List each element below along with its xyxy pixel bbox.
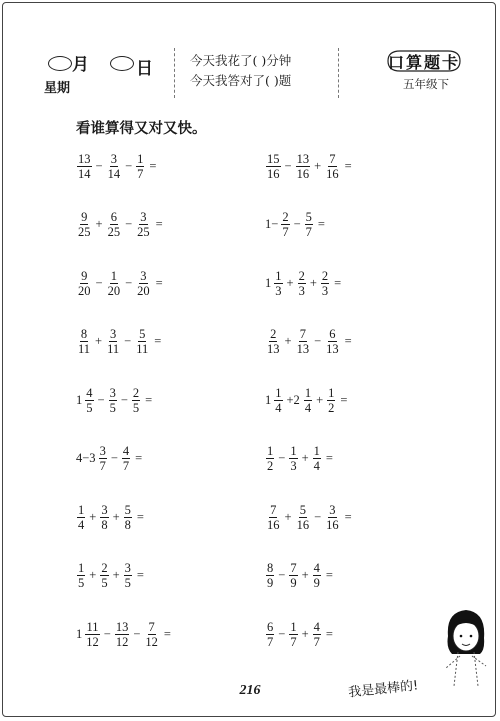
operator: +: [301, 451, 309, 465]
fraction: [327, 386, 335, 415]
page-number: 216: [239, 683, 261, 698]
problem-expression: [76, 324, 164, 360]
operator: +: [301, 568, 309, 582]
fraction: [144, 620, 159, 649]
equals-sign: =: [149, 158, 157, 173]
fraction-numerator: 11: [86, 619, 99, 634]
fraction-denominator: 5: [86, 400, 93, 415]
fraction: [77, 269, 92, 298]
fraction-denominator: 13: [267, 342, 280, 356]
fraction-numerator: 4: [86, 385, 93, 400]
operator: −: [103, 626, 111, 641]
fraction-denominator: 7: [137, 166, 144, 181]
fraction-numerator: 3: [101, 502, 108, 517]
fraction-denominator: 25: [107, 225, 121, 239]
fraction-numerator: 7: [299, 327, 306, 341]
fraction-denominator: 5: [124, 576, 131, 590]
fraction: [124, 503, 132, 532]
slogan-text: 我是最棒的!: [347, 678, 420, 701]
fraction-denominator: 16: [326, 166, 339, 181]
fraction-denominator: 25: [137, 225, 150, 239]
operator: −: [278, 451, 286, 465]
equals-sign: =: [317, 217, 325, 231]
fraction: [106, 327, 120, 356]
problem-expression: [265, 148, 355, 184]
fraction-denominator: 13: [296, 342, 310, 356]
fraction-denominator: 7: [122, 459, 130, 473]
fraction-denominator: 25: [78, 225, 91, 239]
fraction: [77, 561, 85, 590]
fraction-numerator: 6: [267, 619, 274, 634]
equals-sign: =: [154, 334, 162, 348]
operator: −: [120, 392, 128, 407]
problem-expression: [76, 382, 155, 418]
fraction-denominator: 4: [275, 400, 282, 415]
fraction: [266, 561, 274, 590]
fraction: [281, 210, 289, 239]
fraction-numerator: 1: [267, 444, 274, 458]
fraction: [266, 444, 274, 473]
problem-expression: [265, 558, 336, 594]
fraction-numerator: 5: [305, 210, 312, 224]
fraction: [313, 444, 321, 473]
fraction-numerator: 9: [81, 210, 88, 224]
fraction: [266, 503, 281, 532]
operator: −: [97, 392, 105, 407]
fraction-numerator: 2: [132, 385, 140, 400]
operator: +: [316, 392, 324, 407]
operator: −: [124, 334, 132, 348]
fraction-denominator: 9: [267, 576, 274, 590]
fraction-numerator: 1: [110, 268, 117, 283]
fraction-numerator: 15: [267, 151, 280, 166]
fraction-denominator: 16: [296, 166, 310, 181]
fraction-numerator: 2: [298, 268, 305, 283]
fraction: [313, 620, 321, 649]
problem-expression: [265, 616, 336, 652]
fraction-numerator: 9: [81, 268, 88, 283]
fraction-denominator: 4: [78, 517, 85, 532]
fraction-denominator: 20: [137, 283, 150, 298]
fraction-numerator: 13: [296, 151, 310, 166]
fraction-numerator: 1: [78, 502, 85, 517]
fraction-numerator: 4: [122, 444, 130, 458]
problem-expression: [265, 207, 328, 243]
operator: −: [278, 568, 286, 582]
integer-part: 1−: [265, 217, 279, 231]
fraction-numerator: 3: [99, 444, 106, 458]
fraction: [136, 210, 151, 239]
fraction: [100, 503, 108, 532]
problem-expression: [76, 148, 159, 184]
problem-expression: [265, 499, 355, 535]
operator: −: [293, 217, 301, 231]
fraction-denominator: 4: [313, 459, 320, 473]
operator: −: [133, 626, 141, 641]
equals-sign: =: [145, 392, 153, 407]
problem-expression: [265, 265, 344, 301]
operator: +: [284, 334, 292, 348]
operator: −: [278, 626, 286, 641]
fraction-denominator: 7: [282, 225, 289, 239]
fraction: [136, 152, 144, 181]
fraction-numerator: 2: [321, 268, 329, 283]
fraction-denominator: 16: [296, 517, 310, 532]
operator: −: [95, 158, 103, 173]
fraction-numerator: 7: [329, 151, 336, 166]
fraction: [107, 269, 122, 298]
fraction-numerator: 1: [275, 385, 282, 400]
operator: +: [286, 275, 294, 290]
fraction-denominator: 2: [328, 400, 335, 415]
fraction-denominator: 5: [101, 576, 108, 590]
header-divider-right: [338, 48, 339, 98]
fraction-numerator: 8: [267, 561, 274, 575]
fraction: [136, 269, 151, 298]
fraction: [135, 327, 149, 356]
fraction-numerator: 6: [329, 327, 336, 341]
problem-expression: [76, 265, 166, 301]
fraction: [289, 620, 297, 649]
fraction-numerator: 3: [124, 561, 131, 575]
equals-sign: =: [334, 275, 342, 290]
integer-part: 1: [265, 392, 272, 407]
operator: +: [284, 509, 292, 524]
fraction-denominator: 20: [107, 283, 121, 298]
integer-part: 1: [76, 392, 83, 407]
day-label: 日: [136, 59, 153, 79]
fraction-numerator: 13: [115, 619, 129, 634]
fraction-numerator: 7: [270, 502, 277, 517]
fraction: [122, 444, 130, 473]
date-area: [42, 50, 162, 110]
fraction-denominator: 8: [124, 517, 131, 532]
grade-label: 五年级下: [403, 77, 449, 91]
operator: +: [301, 626, 309, 641]
fraction-numerator: 5: [124, 502, 131, 517]
operator: −: [95, 275, 103, 290]
integer-part: 4−3: [76, 451, 96, 465]
fraction-numerator: 1: [290, 444, 297, 458]
fraction: [325, 152, 340, 181]
equals-sign: =: [135, 451, 143, 465]
fraction-denominator: 3: [298, 283, 305, 298]
fraction-numerator: 3: [140, 210, 147, 224]
fraction: [85, 620, 100, 649]
fraction-denominator: 12: [86, 634, 99, 649]
fraction: [132, 386, 140, 415]
fraction-numerator: 8: [80, 327, 88, 341]
fraction-denominator: 7: [267, 634, 274, 649]
fraction-denominator: 16: [326, 517, 339, 532]
operator: +: [309, 275, 317, 290]
fraction-denominator: 11: [107, 342, 120, 356]
equals-sign: =: [325, 626, 333, 641]
problem-expression: [265, 324, 355, 360]
fraction-numerator: 13: [78, 151, 91, 166]
fraction-denominator: 5: [109, 400, 116, 415]
fraction: [107, 210, 122, 239]
equals-sign: =: [325, 568, 333, 582]
operator: +: [89, 568, 97, 582]
fraction: [274, 269, 282, 298]
fraction: [85, 386, 93, 415]
fraction-numerator: 2: [282, 210, 289, 224]
fraction-numerator: 1: [304, 385, 312, 400]
problem-expression: [265, 441, 336, 477]
integer-part: 1: [265, 275, 272, 290]
equals-sign: =: [344, 334, 352, 348]
equals-sign: =: [344, 158, 352, 173]
operator: −: [125, 275, 133, 290]
fraction-numerator: 1: [137, 151, 144, 166]
fraction-denominator: 14: [78, 166, 91, 181]
fraction-numerator: 3: [329, 502, 336, 517]
equals-sign: =: [344, 509, 352, 524]
time-record-area: [190, 52, 291, 92]
fraction-denominator: 7: [99, 459, 106, 473]
equals-sign: =: [340, 392, 348, 407]
fraction-denominator: 5: [132, 400, 140, 415]
fraction-numerator: 3: [110, 327, 117, 341]
problem-expression: [76, 441, 145, 477]
header-divider-left: [174, 48, 175, 98]
weekday-label: 星期: [44, 81, 71, 96]
fraction-numerator: 7: [148, 619, 155, 634]
fraction: [274, 386, 282, 415]
operator: +: [95, 217, 103, 231]
fraction-numerator: 7: [290, 561, 297, 575]
equals-sign: =: [155, 275, 163, 290]
logo-text: 口算题卡: [387, 53, 460, 72]
fraction-denominator: 7: [313, 634, 320, 649]
fraction: [107, 152, 122, 181]
fraction-denominator: 12: [145, 634, 158, 649]
fraction-denominator: 7: [305, 225, 312, 239]
problem-expression: [76, 207, 166, 243]
fraction: [298, 269, 306, 298]
instruction-text: 看谁算得又对又快。: [76, 121, 207, 137]
fraction-numerator: 1: [328, 385, 335, 400]
fraction: [304, 386, 312, 415]
operator: +2: [286, 392, 300, 407]
fraction-denominator: 11: [78, 342, 91, 356]
fraction: [77, 327, 91, 356]
fraction-numerator: 4: [313, 619, 320, 634]
logo-badge: [384, 48, 464, 74]
fraction: [115, 620, 130, 649]
operator: −: [125, 158, 133, 173]
fraction: [289, 444, 297, 473]
fraction-denominator: 8: [101, 517, 108, 532]
fraction: [77, 503, 85, 532]
operator: +: [112, 509, 120, 524]
fraction: [266, 620, 274, 649]
fraction-numerator: 5: [139, 327, 146, 341]
fraction-numerator: 3: [110, 151, 117, 166]
operator: +: [95, 334, 103, 348]
fraction: [296, 503, 311, 532]
time-spent-line: 今天我花了( )分钟: [190, 53, 292, 68]
fraction-denominator: 11: [136, 342, 149, 356]
operator: −: [314, 334, 322, 348]
fraction-denominator: 3: [290, 459, 297, 473]
month-blank-oval: [48, 56, 72, 71]
fraction-numerator: 3: [140, 268, 147, 283]
fraction: [77, 210, 92, 239]
fraction-numerator: 1: [313, 444, 320, 458]
fraction-numerator: 1: [290, 619, 297, 634]
fraction: [296, 152, 311, 181]
fraction: [77, 152, 92, 181]
fraction-denominator: 7: [290, 634, 297, 649]
fraction-numerator: 2: [101, 561, 108, 575]
fraction: [325, 503, 340, 532]
problem-expression: [265, 382, 350, 418]
fraction-denominator: 3: [275, 283, 282, 298]
fraction-denominator: 13: [326, 342, 339, 356]
fraction-denominator: 16: [267, 517, 280, 532]
correct-count-line: 今天我答对了( )题: [190, 73, 292, 88]
equals-sign: =: [155, 217, 163, 231]
problem-expression: [76, 616, 174, 652]
day-blank-oval: [110, 56, 134, 71]
fraction: [325, 327, 340, 356]
fraction-denominator: 4: [304, 400, 312, 415]
fraction-denominator: 9: [313, 576, 320, 590]
integer-part: 1: [76, 626, 83, 641]
fraction-denominator: 12: [115, 634, 129, 649]
fraction-denominator: 5: [78, 576, 85, 590]
fraction-denominator: 9: [290, 576, 297, 590]
fraction: [266, 327, 281, 356]
fraction-numerator: 2: [270, 327, 277, 341]
fraction: [100, 561, 108, 590]
operator: +: [89, 509, 97, 524]
fraction: [289, 561, 297, 590]
fraction-numerator: 1: [78, 561, 85, 575]
fraction-denominator: 3: [321, 283, 329, 298]
equals-sign: =: [325, 451, 333, 465]
fraction-numerator: 3: [109, 385, 116, 400]
fraction-numerator: 6: [110, 210, 117, 224]
operator: −: [284, 158, 292, 173]
operator: +: [112, 568, 120, 582]
fraction: [313, 561, 321, 590]
equals-sign: =: [136, 568, 144, 582]
fraction: [296, 327, 311, 356]
fraction: [321, 269, 329, 298]
month-label: 月: [72, 55, 89, 75]
fraction: [305, 210, 313, 239]
fraction-denominator: 16: [267, 166, 280, 181]
fraction-denominator: 14: [107, 166, 121, 181]
fraction-denominator: 2: [267, 459, 274, 473]
fraction-numerator: 1: [275, 268, 282, 283]
fraction: [124, 561, 132, 590]
problem-expression: [76, 558, 147, 594]
fraction: [109, 386, 117, 415]
fraction-denominator: 20: [78, 283, 91, 298]
operator: −: [314, 509, 322, 524]
operator: −: [110, 451, 118, 465]
operator: +: [314, 158, 322, 173]
fraction-numerator: 4: [313, 561, 320, 575]
fraction-numerator: 5: [299, 502, 306, 517]
equals-sign: =: [163, 626, 171, 641]
problem-expression: [76, 499, 147, 535]
fraction: [266, 152, 281, 181]
operator: −: [125, 217, 133, 231]
fraction: [99, 444, 107, 473]
equals-sign: =: [136, 509, 144, 524]
